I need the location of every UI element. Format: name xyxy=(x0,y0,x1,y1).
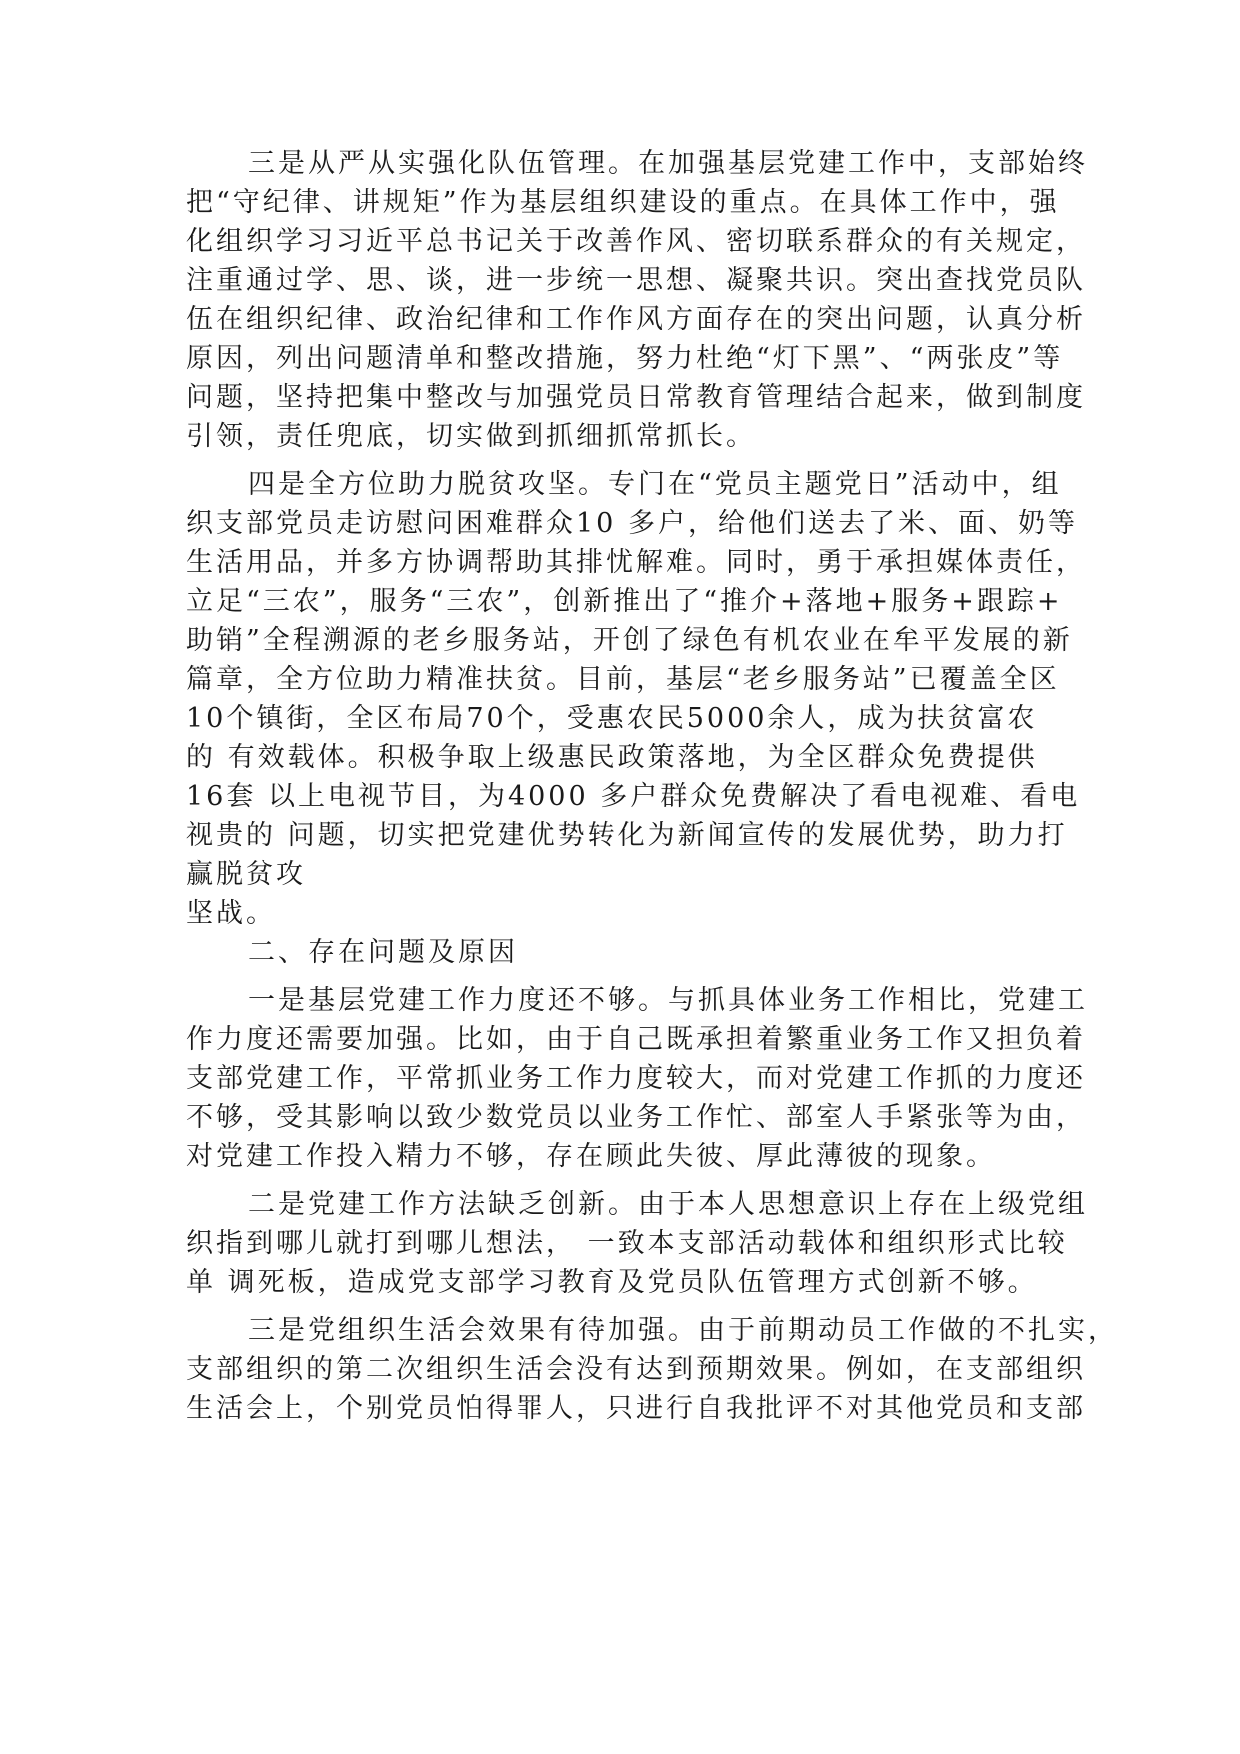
text-line: 篇章，全方位助力精准扶贫。目前，基层“老乡服务站”已覆盖全区 xyxy=(186,664,1060,695)
text-line: 生活用品，并多方协调帮助其排忧解难。同时，勇于承担媒体责任， xyxy=(186,547,1086,578)
text-line: 立足“三农”，服务“三农”，创新推出了“推介+落地+服务+跟踪+ xyxy=(186,586,1063,617)
text-line: 四是全方位助力脱贫攻坚。专门在“党员主题党日”活动中，组 xyxy=(248,469,1062,500)
paragraph-insufficient-effort xyxy=(186,981,1088,1176)
text-line: 问题，坚持把集中整改与加强党员日常教育管理结合起来，做到制度 xyxy=(186,382,1086,413)
text-line: 视贵的 问题，切实把党建优势转化为新闻宣传的发展优势，助力打 xyxy=(186,820,1068,851)
text-line: 织支部党员走访慰问困难群众10 多户，给他们送去了米、面、奶等 xyxy=(186,508,1078,539)
text-line: 生活会上，个别党员怕得罪人，只进行自我批评不对其他党员和支部 xyxy=(186,1393,1086,1424)
section-heading-text: 二、存在问题及原因 xyxy=(248,937,518,968)
text-line: 化组织学习习近平总书记关于改善作风、密切联系群众的有关规定， xyxy=(186,226,1086,257)
text-line: 二是党建工作方法缺乏创新。由于本人思想意识上存在上级党组 xyxy=(248,1189,1088,1220)
section-heading-problems xyxy=(186,933,1066,972)
paragraph-team-management xyxy=(186,144,1088,456)
text-line: 支部党建工作，平常抓业务工作力度较大，而对党建工作抓的力度还 xyxy=(186,1063,1086,1094)
text-line: 引领，责任兜底，切实做到抓细抓常抓长。 xyxy=(186,421,756,452)
text-line: 作力度还需要加强。比如，由于自己既承担着繁重业务工作又担负着 xyxy=(186,1024,1086,1055)
text-line: 单 调死板，造成党支部学习教育及党员队伍管理方式创新不够。 xyxy=(186,1267,1038,1298)
text-line: 注重通过学、思、谈，进一步统一思想、凝聚共识。突出查找党员队 xyxy=(186,265,1086,296)
text-line: 三是从严从实强化队伍管理。在加强基层党建工作中，支部始终 xyxy=(248,148,1088,179)
paragraph-poverty-alleviation xyxy=(186,465,1086,933)
text-line: 赢脱贫攻 xyxy=(186,859,306,890)
text-line: 10个镇街，全区布局70个，受惠农民5000余人，成为扶贫富农 xyxy=(186,703,1038,734)
text-line: 织指到哪儿就打到哪儿想法， 一致本支部活动载体和组织形式比较 xyxy=(186,1228,1068,1259)
text-line: 把“守纪律、讲规矩”作为基层组织建设的重点。在具体工作中，强 xyxy=(186,187,1060,218)
paragraph-lack-innovation xyxy=(186,1185,1088,1302)
document-body xyxy=(186,144,1118,1437)
text-line: 伍在组织纪律、政治纪律和工作作风方面存在的突出问题，认真分析 xyxy=(186,304,1086,335)
paragraph-organizational-life xyxy=(186,1311,1118,1428)
text-line: 助销”全程溯源的老乡服务站，开创了绿色有机农业在牟平发展的新 xyxy=(186,625,1073,656)
text-line: 的 有效载体。积极争取上级惠民政策落地，为全区群众免费提供 xyxy=(186,742,1038,773)
text-line: 原因，列出问题清单和整改措施，努力杜绝“灯下黑”、“两张皮”等 xyxy=(186,343,1064,374)
text-line: 坚战。 xyxy=(186,898,276,929)
text-line: 16套 以上电视节目，为4000 多户群众免费解决了看电视难、看电 xyxy=(186,781,1081,812)
text-line: 三是党组织生活会效果有待加强。由于前期动员工作做的不扎实， xyxy=(248,1315,1118,1346)
text-line: 不够，受其影响以致少数党员以业务工作忙、部室人手紧张等为由， xyxy=(186,1102,1086,1133)
text-line: 一是基层党建工作力度还不够。与抓具体业务工作相比，党建工 xyxy=(248,985,1088,1016)
text-line: 支部组织的第二次组织生活会没有达到预期效果。例如，在支部组织 xyxy=(186,1354,1086,1385)
text-line: 对党建工作投入精力不够，存在顾此失彼、厚此薄彼的现象。 xyxy=(186,1141,996,1172)
